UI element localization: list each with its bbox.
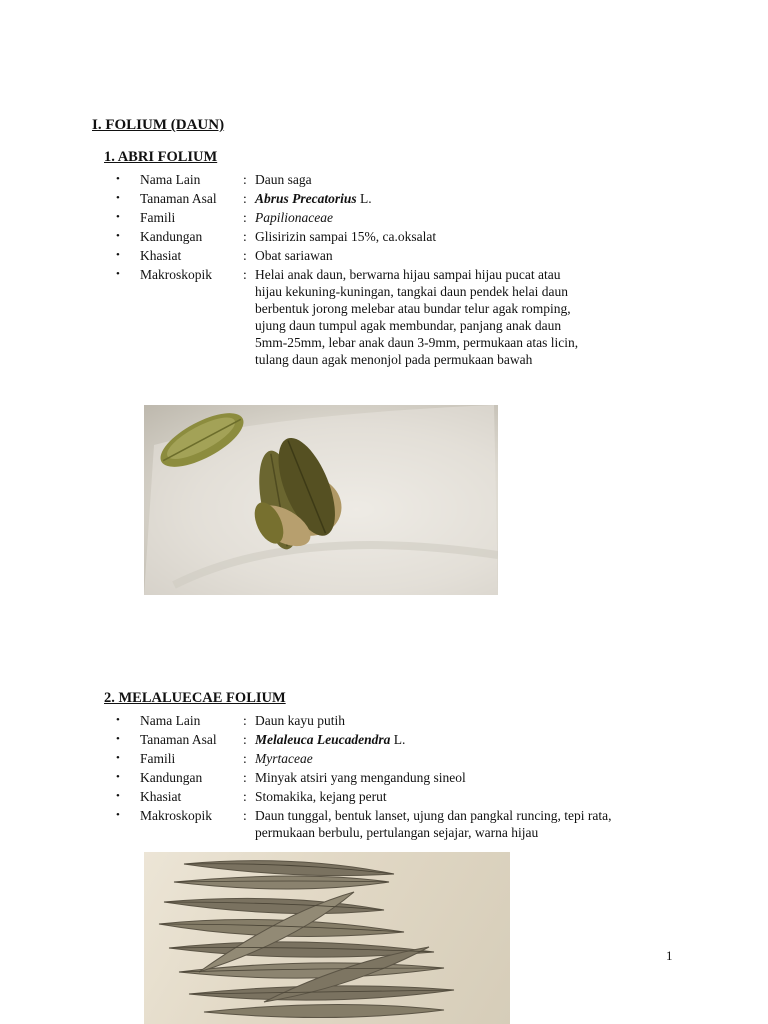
bullet: • — [116, 230, 120, 242]
colon: : — [243, 172, 247, 187]
field-label: Famili — [140, 210, 176, 225]
page-number: 1 — [666, 948, 673, 963]
list-item — [116, 170, 716, 189]
bullet: • — [116, 809, 120, 821]
field-label: Famili — [140, 751, 176, 766]
field-value: Myrtaceae — [255, 751, 313, 766]
bullet: • — [116, 268, 120, 280]
list-item — [116, 787, 716, 806]
species-author: L. — [356, 191, 372, 206]
leaf-specimen-image — [144, 405, 498, 595]
colon: : — [243, 751, 247, 766]
section-title-abri-folium: 1. ABRI FOLIUM — [104, 149, 218, 165]
field-label: Makroskopik — [140, 808, 212, 823]
bullet: • — [116, 192, 120, 204]
colon: : — [243, 789, 247, 804]
field-label: Makroskopik — [140, 267, 212, 282]
list-item — [116, 189, 716, 208]
colon: : — [243, 229, 247, 244]
field-label: Nama Lain — [140, 172, 201, 187]
list-item — [116, 749, 716, 768]
bullet: • — [116, 714, 120, 726]
field-label: Kandungan — [140, 770, 203, 785]
colon: : — [243, 191, 247, 206]
bullet: • — [116, 733, 120, 745]
makroskopik-description: Helai anak daun, berwarna hijau sampai hijau pucat atau hijau kekuning-kuningan, tangkai daun pendek helai daun berbentuk jorong melebar atau bundar telur agak romping, ujung daun tumpul agak membundar, panjang anak daun 5mm-25mm, lebar anak daun 3-9mm, permukaan atas licin, tulang daun agak menonjol pada permukaan bawah — [255, 267, 579, 367]
abri-folium-photo — [144, 405, 498, 595]
list-item — [116, 208, 716, 227]
species-name: Abrus Precatorius — [255, 191, 357, 206]
bullet: • — [116, 752, 120, 764]
colon: : — [243, 267, 247, 282]
field-label: Khasiat — [140, 248, 182, 263]
field-value: Daun saga — [255, 172, 312, 187]
bullet: • — [116, 790, 120, 802]
species-author: L. — [390, 732, 406, 747]
colon: : — [243, 713, 247, 728]
field-value: Glisirizin sampai 15%, ca.oksalat — [255, 229, 437, 244]
makroskopik-description: Daun tunggal, bentuk lanset, ujung dan pangkal runcing, tepi rata, permukaan berbulu, pertulangan sejajar, warna hijau — [255, 808, 612, 840]
species-name: Melaleuca Leucadendra — [255, 732, 391, 747]
list-item — [116, 227, 716, 246]
field-label: Nama Lain — [140, 713, 201, 728]
list-item — [116, 730, 716, 749]
field-value: Stomakika, kejang perut — [255, 789, 387, 804]
bullet: • — [116, 173, 120, 185]
melaluecae-folium-photo — [144, 852, 510, 1024]
bullet: • — [116, 771, 120, 783]
field-value: Papilionaceae — [255, 210, 333, 225]
field-value: Daun kayu putih — [255, 713, 345, 728]
colon: : — [243, 248, 247, 263]
field-label: Tanaman Asal — [140, 191, 217, 206]
section-title-melaluecae-folium: 2. MELALUECAE FOLIUM — [104, 690, 286, 706]
field-label: Tanaman Asal — [140, 732, 217, 747]
colon: : — [243, 210, 247, 225]
field-label: Khasiat — [140, 789, 182, 804]
field-value: Minyak atsiri yang mengandung sineol — [255, 770, 466, 785]
leaf-specimen-image — [144, 852, 510, 1024]
field-value — [255, 730, 405, 749]
field-value — [255, 189, 372, 208]
colon: : — [243, 808, 247, 823]
field-value: Obat sariawan — [255, 248, 333, 263]
field-label: Kandungan — [140, 229, 203, 244]
bullet: • — [116, 211, 120, 223]
list-item — [116, 768, 716, 787]
list-item — [116, 711, 716, 730]
colon: : — [243, 732, 247, 747]
page-title: I. FOLIUM (DAUN) — [92, 117, 225, 133]
bullet: • — [116, 249, 120, 261]
list-item — [116, 246, 716, 265]
colon: : — [243, 770, 247, 785]
